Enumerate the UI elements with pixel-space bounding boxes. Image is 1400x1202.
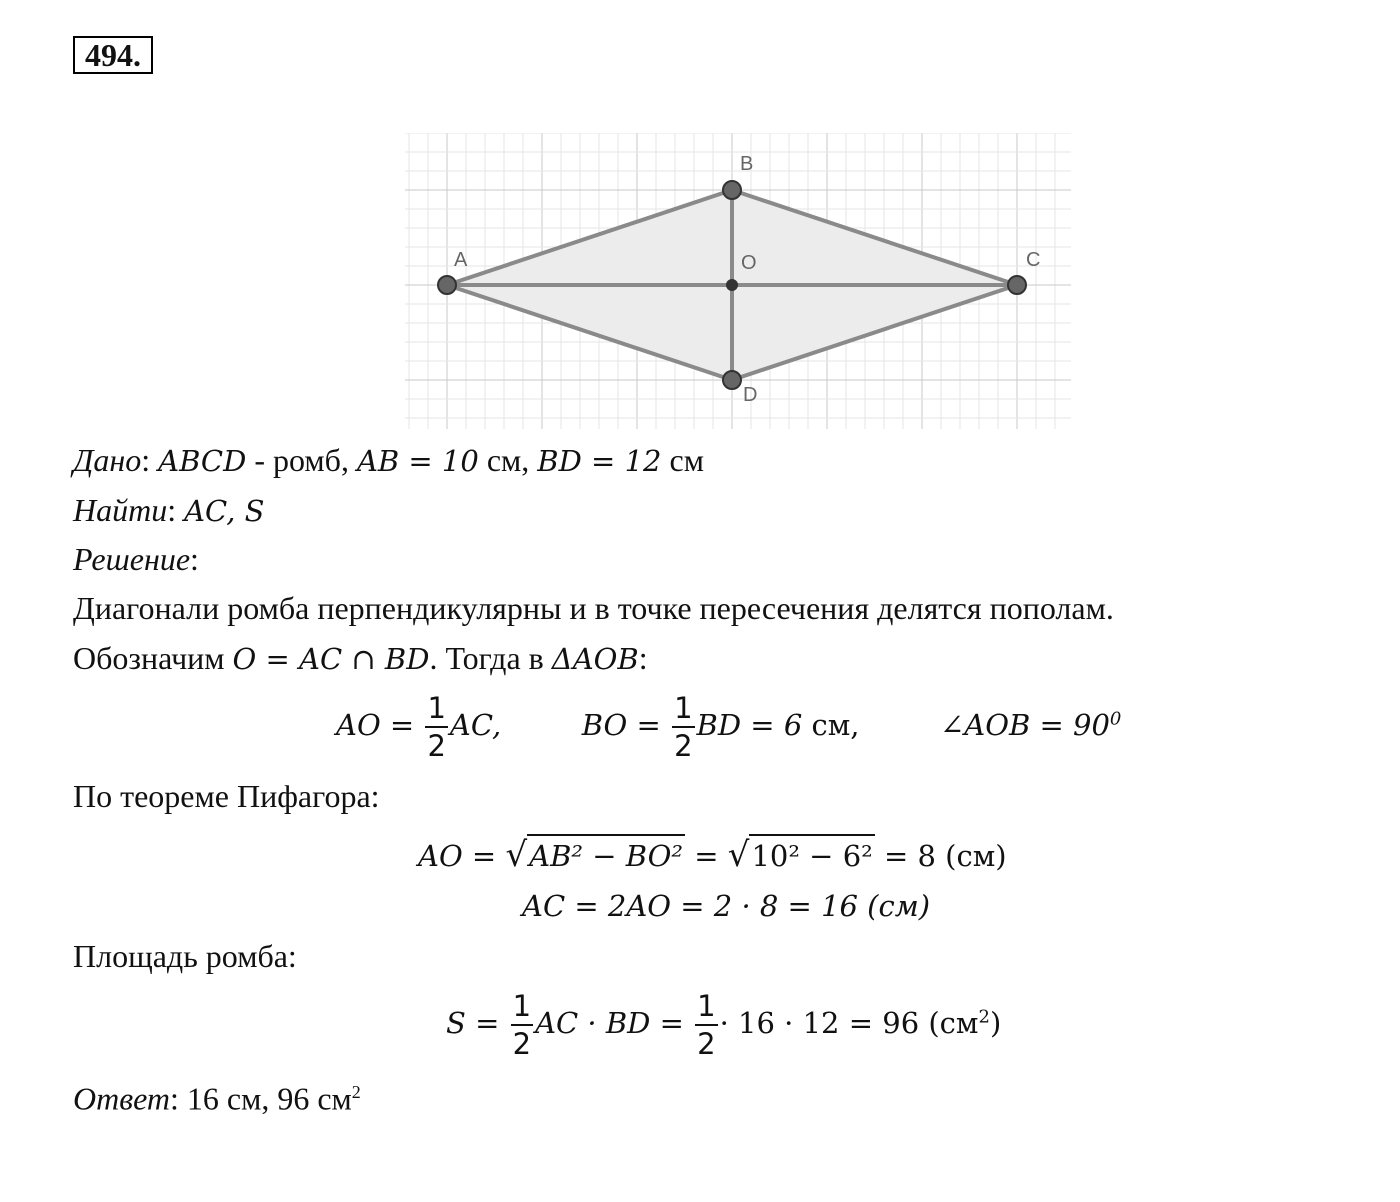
answer-text: : 16 см, 96 см xyxy=(170,1080,352,1117)
designation-middle: . Тогда в xyxy=(429,640,552,676)
given-figure: ABCD xyxy=(158,444,247,478)
find-values: AC, S xyxy=(184,494,265,528)
answer-label: Ответ xyxy=(73,1080,170,1117)
designation-prefix: Обозначим xyxy=(73,640,233,676)
designation-math: O = AC ∩ BD xyxy=(232,642,430,676)
given-line: Дано: ABCD - ромб, AB = 10 см, BD = 12 см xyxy=(73,442,704,478)
answer-line xyxy=(73,1072,361,1119)
solution-text-1: Диагонали ромба перпендикулярны и в точке пересечения делятся пополам. xyxy=(73,590,1114,626)
rhombus-figure xyxy=(405,133,1071,429)
f1-angle: ∠AOB = 90 xyxy=(939,708,1110,742)
f1-ao: AO = xyxy=(336,708,415,742)
triangle-math: ΔAOB xyxy=(551,642,639,676)
given-bd: BD = 12 xyxy=(537,444,662,478)
solution-text-2 xyxy=(73,638,648,679)
formula-area xyxy=(446,988,1001,1062)
point-d xyxy=(723,371,741,389)
point-b xyxy=(723,181,741,199)
f4-exp: 2 xyxy=(978,1006,990,1028)
point-c xyxy=(1008,276,1026,294)
find-line: Найти: AC, S xyxy=(73,492,265,528)
f1-ac: AC, xyxy=(449,708,502,742)
f2-eq: = xyxy=(685,839,728,873)
f4-fraction-2: $\frac{1}{2}$ xyxy=(697,989,716,1061)
label-d: D xyxy=(743,384,758,406)
f2-lhs: AO = xyxy=(418,839,497,873)
designation-suffix: : xyxy=(638,640,648,676)
given-unit-2: см xyxy=(661,442,704,478)
given-unit-1: см, xyxy=(478,442,538,478)
f1-fraction-2: $\frac{1}{2}$ xyxy=(674,691,693,763)
given-label: Дано xyxy=(73,442,142,478)
f4-rhs: · 16 · 12 = 96 (см xyxy=(719,1006,979,1040)
solution-line: Решение: xyxy=(73,541,199,577)
given-rhombus: - ромб, xyxy=(246,442,357,478)
f4-lhs: S = xyxy=(446,1006,500,1040)
given-ab: AB = 10 xyxy=(356,444,479,478)
f1-angle-exp: 0 xyxy=(1109,708,1122,730)
f4-close: ) xyxy=(989,1006,1002,1040)
problem-number: 494. xyxy=(73,36,153,74)
f1-bd: BD = 6 xyxy=(696,708,803,742)
answer-exp: 2 xyxy=(351,1082,361,1102)
formula-pythagoras: AO = √AB² − BO² = √10² − 6² = 8 (см) xyxy=(418,835,1007,875)
f4-fraction-1: $\frac{1}{2}$ xyxy=(512,989,532,1061)
point-o xyxy=(726,279,738,291)
formula-halves xyxy=(336,690,1121,764)
point-a xyxy=(438,276,456,294)
f2-rhs: = 8 (см) xyxy=(874,839,1007,873)
f1-fraction-1: $\frac{1}{2}$ xyxy=(427,691,446,763)
label-b: B xyxy=(740,153,754,175)
f1-unit: см, xyxy=(802,708,860,742)
solution-label: Решение xyxy=(73,541,191,577)
area-text: Площадь ромба: xyxy=(73,938,297,974)
f4-mid: AC · BD = xyxy=(535,1006,684,1040)
f2-root-1: AB² − BO² xyxy=(527,834,685,876)
label-c: C xyxy=(1026,249,1041,271)
label-a: A xyxy=(454,249,468,271)
find-label: Найти xyxy=(73,492,168,528)
label-o: O xyxy=(741,252,757,274)
f2-root-2: 10² − 6² xyxy=(749,834,874,876)
formula-ac: AC = 2AO = 2 · 8 = 16 (см) xyxy=(522,889,931,923)
f1-bo: BO = xyxy=(581,708,661,742)
pythagoras-text: По теореме Пифагора: xyxy=(73,778,380,814)
